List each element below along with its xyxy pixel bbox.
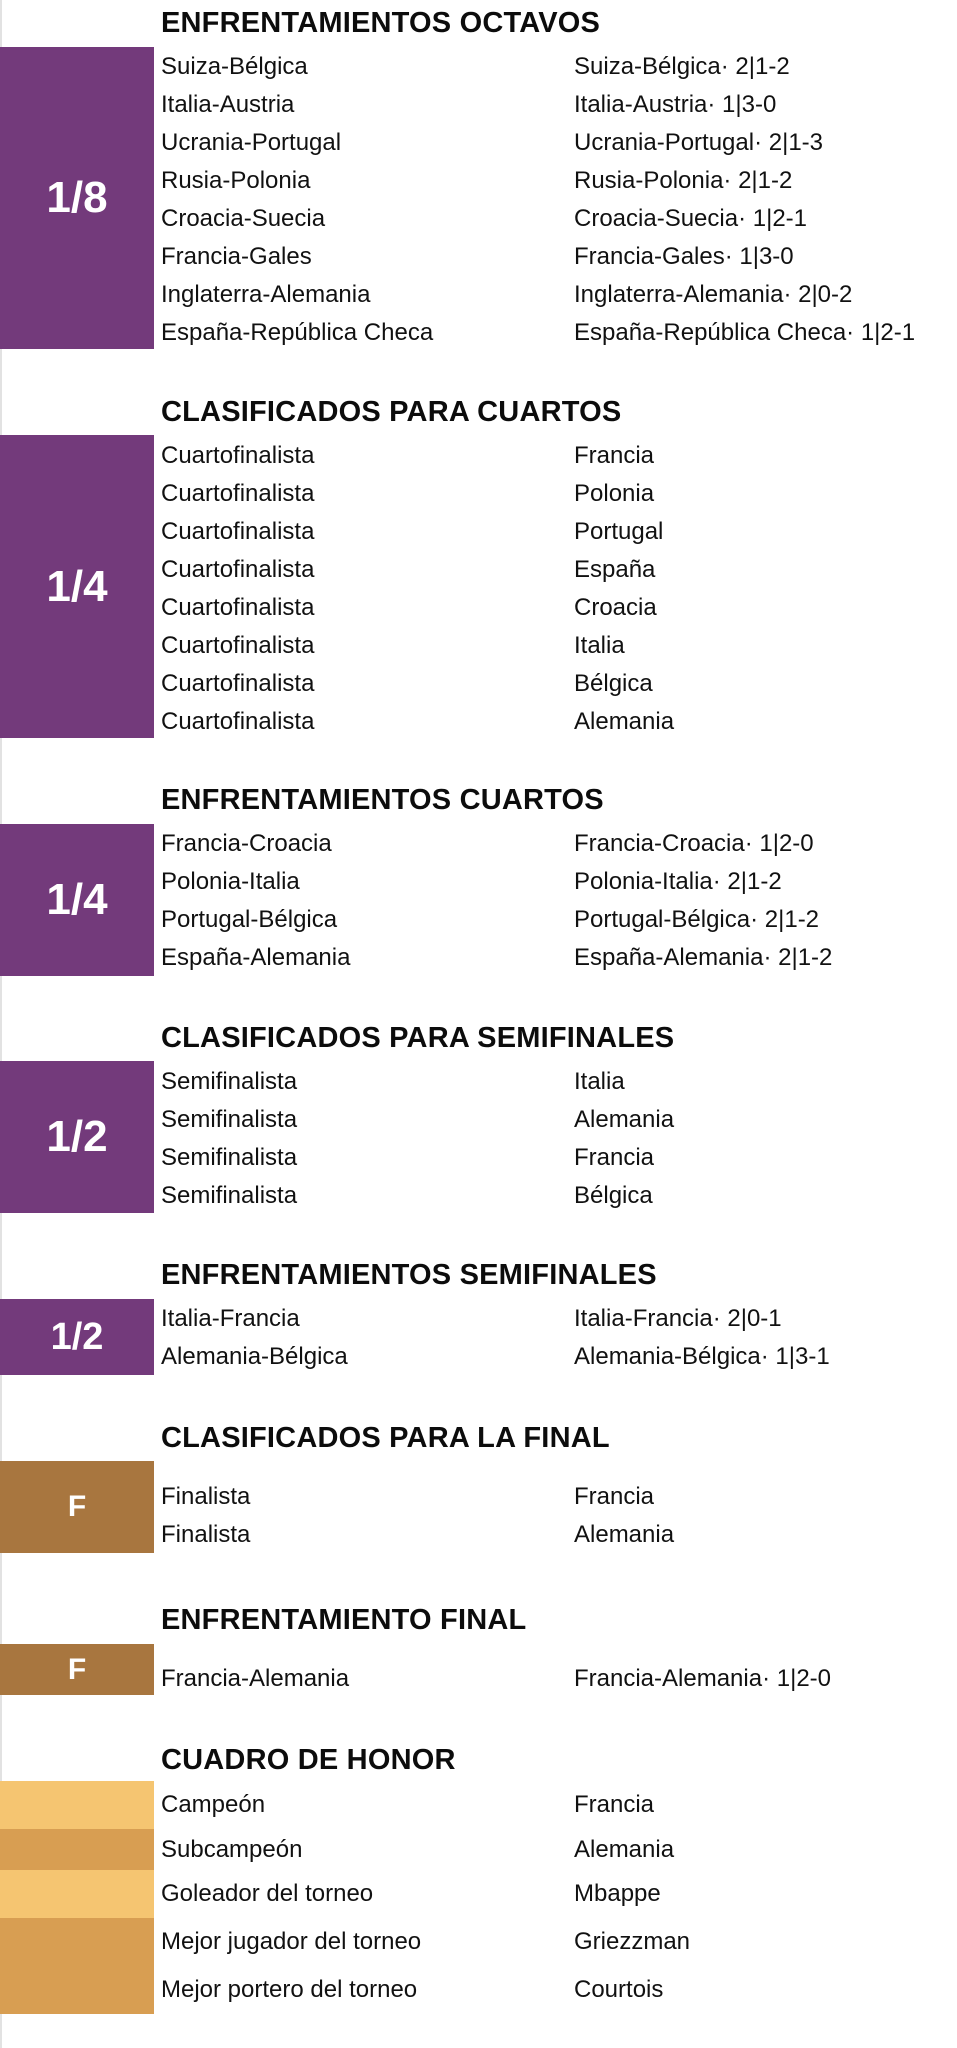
table-row bbox=[161, 665, 941, 703]
table-row bbox=[161, 1516, 941, 1554]
row-team: Bélgica bbox=[574, 670, 653, 697]
match-result: Francia-Croacia· 1|2-0 bbox=[574, 830, 814, 857]
row-label: Finalista bbox=[161, 1483, 251, 1510]
row-label: Cuartofinalista bbox=[161, 556, 315, 583]
honor-winner: Francia bbox=[574, 1791, 655, 1818]
honor-title: Mejor portero del torneo bbox=[161, 1976, 418, 2003]
row-label: Cuartofinalista bbox=[161, 594, 315, 621]
table-row bbox=[161, 825, 941, 863]
table-row bbox=[161, 1966, 941, 2014]
table-row bbox=[161, 1338, 941, 1376]
row-label: Semifinalista bbox=[161, 1068, 298, 1095]
honor-title: Goleador del torneo bbox=[161, 1880, 374, 1907]
match-name: Alemania-Bélgica bbox=[161, 1343, 348, 1370]
table-row bbox=[161, 124, 941, 162]
row-team: Francia bbox=[574, 1483, 655, 1510]
match-result: Polonia-Italia· 2|1-2 bbox=[574, 868, 782, 895]
round-badge-enfrentamiento-final: F bbox=[0, 1644, 154, 1695]
match-name: Rusia-Polonia bbox=[161, 167, 311, 194]
table-row bbox=[161, 48, 941, 86]
row-label: Cuartofinalista bbox=[161, 480, 315, 507]
match-name: Croacia-Suecia bbox=[161, 205, 326, 232]
honor-bar bbox=[0, 1870, 154, 1918]
row-team: Francia bbox=[574, 442, 655, 469]
table-row bbox=[161, 1300, 941, 1338]
table-row bbox=[161, 86, 941, 124]
match-name: Polonia-Italia bbox=[161, 868, 300, 895]
row-team: Alemania bbox=[574, 1521, 675, 1548]
row-team: Polonia bbox=[574, 480, 655, 507]
round-badge-clasificados-semifinales: 1/2 bbox=[0, 1061, 154, 1213]
row-label: Semifinalista bbox=[161, 1182, 298, 1209]
row-label: Finalista bbox=[161, 1521, 251, 1548]
table-row bbox=[161, 939, 941, 977]
table-row bbox=[161, 863, 941, 901]
table-clasificados-cuartos bbox=[161, 437, 941, 741]
honor-winner: Alemania bbox=[574, 1835, 675, 1863]
table-cuadro-honor bbox=[161, 1781, 941, 2014]
match-name: Francia-Gales bbox=[161, 243, 312, 270]
table-row bbox=[161, 551, 941, 589]
table-enfrentamiento-final bbox=[161, 1660, 941, 1698]
honor-bar bbox=[0, 1918, 154, 2014]
row-team: Alemania bbox=[574, 708, 675, 735]
row-label: Cuartofinalista bbox=[161, 442, 315, 469]
table-enfrentamientos-semifinales bbox=[161, 1300, 941, 1376]
match-name: Inglaterra-Alemania bbox=[161, 281, 371, 308]
match-name: Francia-Alemania bbox=[161, 1665, 350, 1692]
row-team: Bélgica bbox=[574, 1182, 653, 1209]
table-row bbox=[161, 1063, 941, 1101]
round-badge-enfrentamientos-semifinales: 1/2 bbox=[0, 1299, 154, 1375]
honor-title: Campeón bbox=[161, 1791, 266, 1818]
match-result: Italia-Austria· 1|3-0 bbox=[574, 91, 777, 118]
table-row bbox=[161, 162, 941, 200]
row-label: Semifinalista bbox=[161, 1144, 298, 1171]
table-row bbox=[161, 200, 941, 238]
match-result: Portugal-Bélgica· 2|1-2 bbox=[574, 906, 820, 933]
honor-title: Subcampeón bbox=[161, 1835, 303, 1863]
round-badge-clasificados-final: F bbox=[0, 1461, 154, 1553]
row-label: Cuartofinalista bbox=[161, 708, 315, 735]
heading-enfrentamientos-semifinales: ENFRENTAMIENTOS SEMIFINALES bbox=[161, 1259, 657, 1291]
match-result: Francia-Gales· 1|3-0 bbox=[574, 243, 794, 270]
table-row bbox=[161, 1139, 941, 1177]
match-name: Portugal-Bélgica bbox=[161, 906, 338, 933]
table-row bbox=[161, 475, 941, 513]
table-row bbox=[161, 314, 941, 352]
match-name: España-República Checa bbox=[161, 319, 434, 346]
table-row bbox=[161, 1781, 941, 1829]
match-result: España-Alemania· 2|1-2 bbox=[574, 944, 833, 971]
table-row bbox=[161, 1918, 941, 1966]
round-badge-clasificados-cuartos: 1/4 bbox=[0, 435, 154, 738]
table-row bbox=[161, 1660, 941, 1698]
table-enfrentamientos-cuartos bbox=[161, 825, 941, 977]
honor-winner: Courtois bbox=[574, 1976, 664, 2003]
match-name: Italia-Austria bbox=[161, 91, 295, 118]
table-octavos bbox=[161, 48, 941, 352]
table-row bbox=[161, 627, 941, 665]
table-row bbox=[161, 238, 941, 276]
row-team: España bbox=[574, 556, 656, 583]
round-badge-octavos: 1/8 bbox=[0, 47, 154, 349]
heading-clasificados-final: CLASIFICADOS PARA LA FINAL bbox=[161, 1422, 610, 1454]
match-result: Suiza-Bélgica· 2|1-2 bbox=[574, 53, 790, 80]
table-clasificados-final bbox=[161, 1478, 941, 1554]
match-result: Italia-Francia· 2|0-1 bbox=[574, 1305, 782, 1332]
table-row bbox=[161, 901, 941, 939]
table-row bbox=[161, 1870, 941, 1918]
table-row bbox=[161, 703, 941, 741]
match-name: Francia-Croacia bbox=[161, 830, 332, 857]
match-name: Suiza-Bélgica bbox=[161, 53, 308, 80]
match-result: España-República Checa· 1|2-1 bbox=[574, 319, 916, 346]
heading-enfrentamiento-final: ENFRENTAMIENTO FINAL bbox=[161, 1604, 527, 1636]
table-row bbox=[161, 276, 941, 314]
row-label: Semifinalista bbox=[161, 1106, 298, 1133]
heading-enfrentamientos-cuartos: ENFRENTAMIENTOS CUARTOS bbox=[161, 784, 604, 816]
round-badge-enfrentamientos-cuartos: 1/4 bbox=[0, 824, 154, 976]
honor-winner: Griezzman bbox=[574, 1928, 691, 1955]
honor-title: Mejor jugador del torneo bbox=[161, 1928, 422, 1955]
table-clasificados-semifinales bbox=[161, 1063, 941, 1215]
match-result: Croacia-Suecia· 1|2-1 bbox=[574, 205, 808, 232]
row-team: Croacia bbox=[574, 594, 657, 621]
table-row bbox=[161, 1829, 941, 1870]
match-name: España-Alemania bbox=[161, 944, 351, 971]
table-row bbox=[161, 1478, 941, 1516]
table-row bbox=[161, 513, 941, 551]
match-name: Ucrania-Portugal bbox=[161, 129, 342, 156]
match-result: Francia-Alemania· 1|2-0 bbox=[574, 1665, 832, 1692]
row-team: Alemania bbox=[574, 1106, 675, 1133]
row-team: Italia bbox=[574, 632, 625, 659]
table-row bbox=[161, 437, 941, 475]
honor-bar bbox=[0, 1781, 154, 1829]
row-team: Italia bbox=[574, 1068, 625, 1095]
match-result: Rusia-Polonia· 2|1-2 bbox=[574, 167, 793, 194]
match-result: Ucrania-Portugal· 2|1-3 bbox=[574, 129, 824, 156]
heading-clasificados-semifinales: CLASIFICADOS PARA SEMIFINALES bbox=[161, 1022, 675, 1054]
heading-clasificados-cuartos: CLASIFICADOS PARA CUARTOS bbox=[161, 396, 622, 428]
match-name: Italia-Francia bbox=[161, 1305, 300, 1332]
table-row bbox=[161, 1177, 941, 1215]
row-label: Cuartofinalista bbox=[161, 632, 315, 659]
heading-cuadro-honor: CUADRO DE HONOR bbox=[161, 1744, 456, 1776]
match-result: Alemania-Bélgica· 1|3-1 bbox=[574, 1343, 830, 1370]
row-team: Portugal bbox=[574, 518, 664, 545]
row-label: Cuartofinalista bbox=[161, 670, 315, 697]
row-label: Cuartofinalista bbox=[161, 518, 315, 545]
table-row bbox=[161, 589, 941, 627]
table-row bbox=[161, 1101, 941, 1139]
heading-octavos: ENFRENTAMIENTOS OCTAVOS bbox=[161, 7, 601, 39]
row-team: Francia bbox=[574, 1144, 655, 1171]
honor-winner: Mbappe bbox=[574, 1880, 661, 1907]
honor-bar bbox=[0, 1829, 154, 1870]
match-result: Inglaterra-Alemania· 2|0-2 bbox=[574, 281, 853, 308]
